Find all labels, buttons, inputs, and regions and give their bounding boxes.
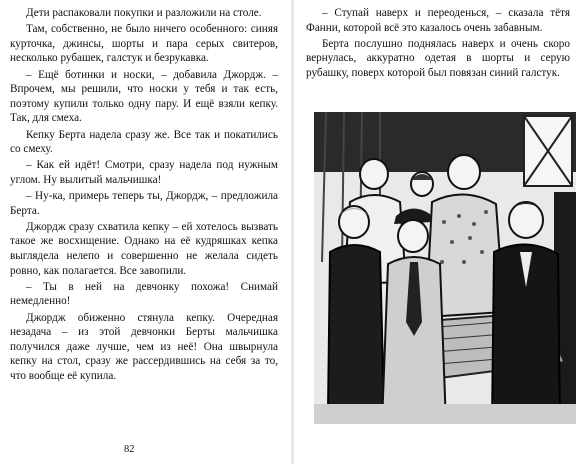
paragraph: – Ты в ней на девчонку похожа! Снимай немедленно! — [10, 280, 278, 308]
paragraph: – Ну-ка, примерь теперь ты, Джордж, – предложила Берта. — [10, 190, 278, 217]
paragraph: Там, собственно, не было ничего особенного: синяя курточка, джинсы, шорты и пара серых свитеров, несколько рубашек, галстук и безрукавка. — [10, 23, 278, 65]
paragraph: Кепку Берта надела сразу же. Все так и покатились со смеху. — [10, 128, 278, 156]
right-page — [296, 0, 586, 464]
page-number: 82 — [124, 444, 135, 455]
paragraph: Джордж сразу схватила кепку – ей хотелось вызвать такое же восхищение. Однако на её кудряшках кепка выглядела нелепо и совершенно не желала сидеть ровно, как полагается. Все завопили. — [10, 220, 278, 277]
paragraph: Дети распаковали покупки и разложили на столе. — [26, 7, 262, 19]
book-gutter — [291, 0, 294, 464]
paragraph: – Ещё ботинки и носки, – добавила Джордж. – Впрочем, мы решили, что носки у тебя и так есть, поэтому купили только одну пару. И ещё взяли кепку. Так, для смеха. — [10, 68, 278, 125]
right-text-column — [306, 6, 570, 81]
paragraph: – Ступай наверх и переоденься, – сказала тётя Фанни, которой всё это казалось очень забавным. — [306, 7, 570, 34]
paragraph: – Как ей идёт! Смотри, сразу надела под нужным углом. Ну вылитый мальчишка! — [10, 159, 278, 186]
paragraph: Берта послушно поднялась наверх и очень скоро вернулась, аккуратно одетая в шорты и серую рубашку, поверх которой был повязан синий галстук. — [306, 37, 570, 79]
paragraph: Джордж обиженно стянула кепку. Очередная незадача – из этой девчонки Берты мальчишка получился даже лучше, чем из неё! Она швырнула кепку на стол, сразу же рассердившись на себя за то, что вообще её купила. — [10, 311, 278, 382]
illustration-drawing — [314, 112, 576, 424]
left-text-column — [10, 6, 278, 384]
left-page — [0, 0, 290, 464]
book-illustration — [314, 112, 576, 424]
